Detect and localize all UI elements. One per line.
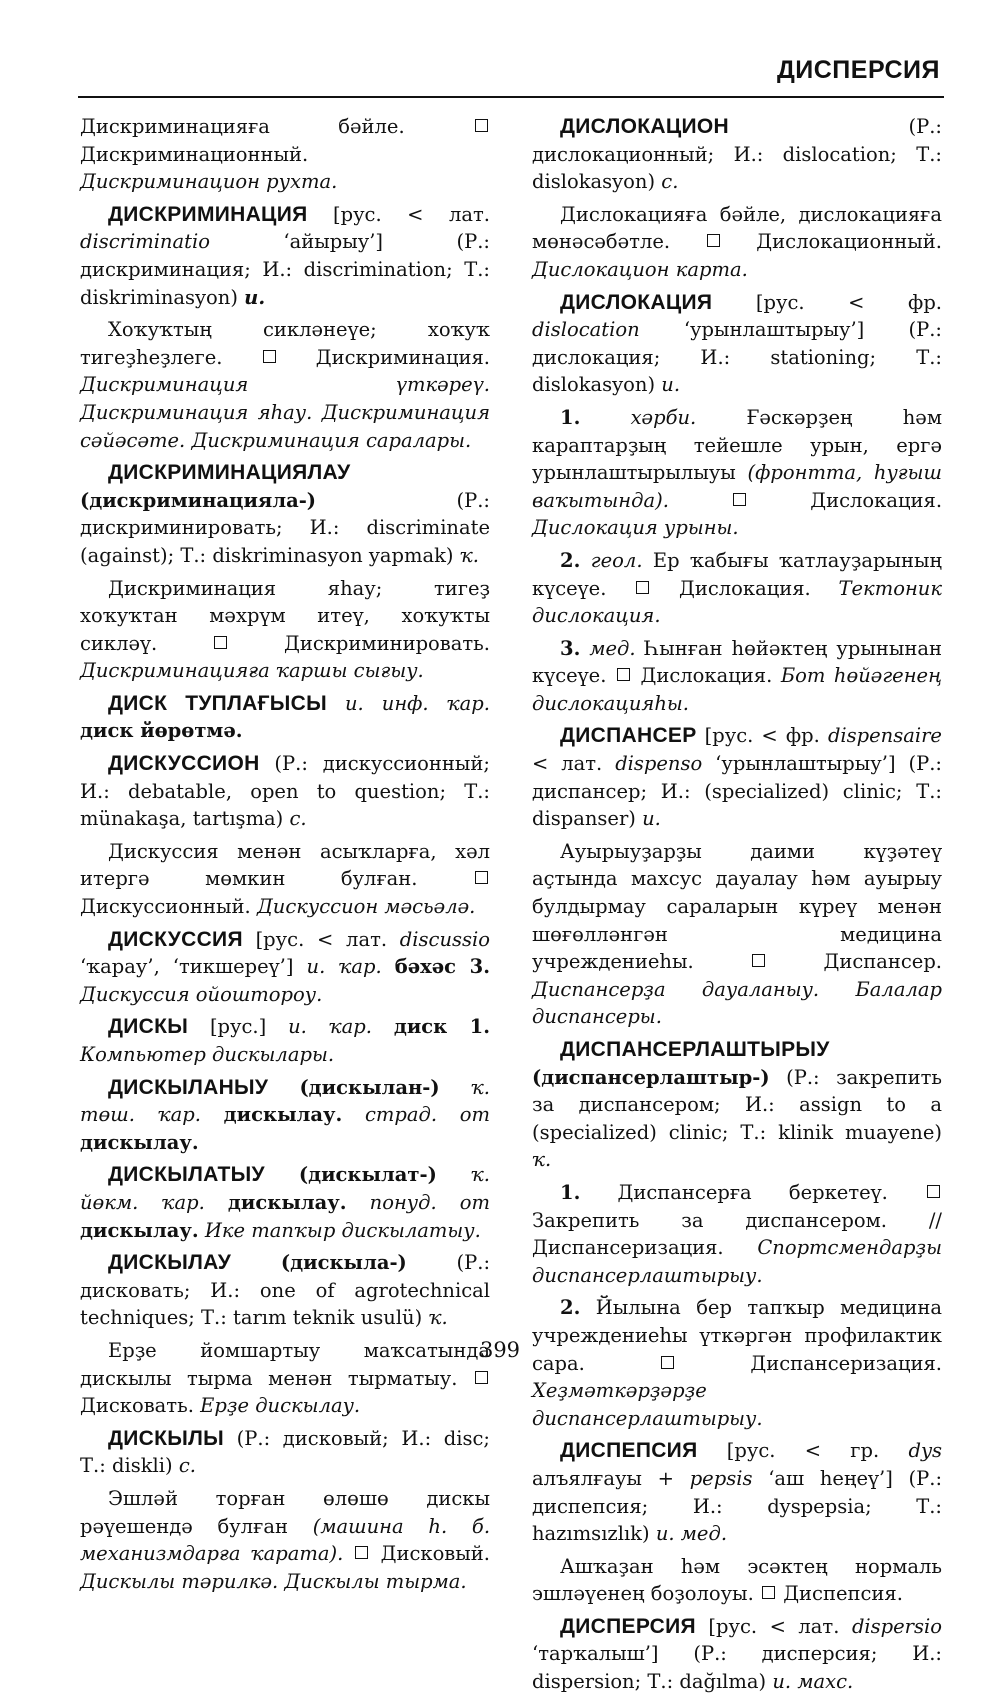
entry-dislokaciya: ДИСЛОКАЦИЯ [рус. < фр. dislocation ‘урынлаштырыу’] (Р.: дислокация; И.: stationing; Т.: dislokasyon) и. [532,290,942,397]
entry-diskriminaciyalau: ДИСКРИМИНАЦИЯЛАУ (дискриминацияла-) (Р.: дискриминировать; И.: discriminate (against); Т.: diskriminasyon yapmak) ҡ. [80,461,490,567]
entry-diskylanyu: ДИСКЫЛАНЫУ (дискылан-) ҡ. төш. ҡар. дискылау. страд. от дискылау. [80,1075,490,1154]
entry-dispanserlashtyryu: ДИСПАНСЕРЛАШТЫРЫУ (диспансерлаштыр-) (Р.: закрепить за диспансером; И.: assign to a (specialized) clinic; Т.: klinik muayene) ҡ. [532,1038,942,1172]
entry-diskussiya: ДИСКУССИЯ [рус. < лат. discussio ‘ҡарау’, ‘тикшереү’] и. ҡар. бәхәс 3. Дискуссия ойоштороу. [80,927,490,1006]
headword: ДИСКЫ [108,1015,189,1039]
headword: ДИСЛОКАЦИОН [560,115,729,138]
definition: Ерҙе йомшартыу маҡсатында дискылы тырма менән тырматыу. Дисковать. Ерҙе дискылау. [80,1338,490,1418]
definition: Ауырыуҙарҙы даими күҙәтеү аҫтында махсус дауалау һәм ауырыу булдырмау сараларын күреү менән шөғөлләнгән медицина учреждениеһы. Диспансер. Диспансерҙа дауаланыу. Балалар диспансеры. [532,839,943,1029]
sense-2: 2. Йылына бер тапҡыр медицина учреждениеһы үткәргән профилактик сара. Диспансеризация. Хеҙмәткәрҙәрҙе диспансерлаштырыу. [532,1296,942,1430]
square-marker-icon [263,350,276,363]
square-marker-icon [636,581,649,594]
headword: ДИСКРИМИНАЦИЯ [108,202,308,226]
square-marker-icon [762,1586,775,1599]
entry-dispersiya: ДИСПЕРСИЯ [рус. < лат. dispersio ‘тарҡалыш’] (Р.: дисперсия; И.: dispersion; Т.: dağılma) и. махс. [532,1614,942,1694]
entry-dislokacion: ДИСЛОКАЦИОН (Р.: дислокационный; И.: dislocation; Т.: dislokasyon) с. [532,115,942,194]
headword: ДИСКЫЛАУ [108,1251,232,1275]
definition: Дискриминация яһау; тигеҙ хоҡуҡтан мәхрүм итеү, хоҡуҡты сикләү. Дискриминировать. Дискриминацияға ҡаршы сығыу. [80,576,490,683]
headword: ДИСКЫЛАНЫУ [108,1075,269,1099]
headword: ДИСКУССИЯ [108,927,243,951]
entry-disk-tuplagysy: ДИСК ТУПЛАҒЫСЫ и. инф. ҡар. диск йөрөтмә. [80,691,490,743]
left-column [80,113,490,1600]
definition: Дискуссия менән асыҡларға, хәл итергә мөмкин булған. Дискуссионный. Дискуссион мәсьәлә. [80,839,490,919]
headword: ДИСК ТУПЛАҒЫСЫ [108,691,327,715]
headword: ДИСПЕРСИЯ [560,1614,696,1638]
definition: Хоҡуҡтың сикләнеүе; хоҡуҡ тигеҙһеҙлеге. Дискриминация. Дискриминация үткәреү. Дискриминация яһау. Дискриминация сәйәсәте. Дискриминация саралары. [80,318,490,452]
square-marker-icon [355,1546,368,1559]
entry-continuation: Дискриминацияға бәйле. Дискриминационный. Дискриминацион рухта. [80,113,490,196]
square-marker-icon [927,1185,940,1198]
sense-1: 1. Диспансерға беркетеү. Закрепить за диспансером. // Диспансеризация. Спортсмендарҙы диспансерлаштырыу. [532,1180,942,1287]
square-marker-icon [475,1371,488,1384]
square-marker-icon [475,871,488,884]
definition: Ашҡаҙан һәм эсәктең нормаль эшләүенең боҙолоуы. Диспепсия. [532,1554,942,1606]
headword: ДИСПАНСЕР [560,724,697,748]
headword: ДИСПАНСЕРЛАШТЫРЫУ [560,1038,830,1061]
square-marker-icon [707,234,720,247]
page-number: 399 [479,1338,521,1362]
entry-diskyly: ДИСКЫЛЫ (Р.: дисковый; И.: disc; Т.: diskli) с. [80,1426,491,1478]
square-marker-icon [752,954,765,967]
headword: ДИСКЫЛЫ [108,1426,224,1450]
square-marker-icon [214,636,227,649]
headword: ДИСКЫЛАТЫУ [108,1163,265,1187]
headword: ДИСКУССИОН [108,752,260,776]
entry-dispepsiya: ДИСПЕПСИЯ [рус. < гр. dys алъялғауы + pepsis ‘аш һеңеү’] (Р.: диспепсия; И.: dyspepsia; Т.: hazımsızlık) и. мед. [532,1439,943,1546]
definition: Дислокацияға бәйле, дислокацияға мөнәсәбәтле. Дислокационный. Дислокацион карта. [532,202,942,281]
headword: ДИСЛОКАЦИЯ [560,290,713,314]
sense-1: 1. хәрби. Ғәскәрҙең һәм караптарҙың тейешле урын, ергә урынлаштырылыуы (фронтта, һуғыш ваҡытында). Дислокация. Дислокация урыны. [532,405,943,540]
right-column [532,113,942,1701]
header-rule [78,96,944,98]
entry-dispanser: ДИСПАНСЕР [рус. < фр. dispensaire < лат. dispenso ‘урынлаштырыу’] (Р.: диспансер; И.: (specialized) clinic; Т.: dispanser) и. [532,724,942,831]
square-marker-icon [733,493,746,506]
square-marker-icon [475,119,488,132]
entry-diskriminaciya: ДИСКРИМИНАЦИЯ [рус. < лат. discriminatio ‘айырыу’] (Р.: дискриминация; И.: discrimination; Т.: diskriminasyon) и. [80,202,490,309]
entry-disky: ДИСКЫ [рус.] и. ҡар. диск 1. Компьютер дискылары. [80,1015,491,1066]
entry-diskylau: ДИСКЫЛАУ (дискыла-) (Р.: дисковать; И.: one of agrotechnical techniques; Т.: tarım teknik usulü) ҡ. [80,1251,491,1330]
square-marker-icon [617,668,630,681]
entry-diskussion: ДИСКУССИОН (Р.: дискуссионный; И.: debatable, open to question; Т.: münakaşa, tartışma) с. [80,752,490,831]
sense-2: 2. геол. Ер ҡабығы ҡатлауҙарының күсеүе. Дислокация. Тектоник дислокация. [532,548,943,628]
sense-3: 3. мед. Һынған һөйәктең урынынан күсеүе. Дислокация. Бот һөйәгенең дислокацияһы. [532,636,942,715]
definition: Эшләй торған өлөшө дискы рәүешендә булған (машина һ. б. механизмдарға ҡарата). Дисковый. Дискылы тәрилкә. Дискылы тырма. [80,1486,491,1593]
running-head: ДИСПЕРСИЯ [776,56,940,84]
headword: ДИСКРИМИНАЦИЯЛАУ [108,461,351,485]
headword: ДИСПЕПСИЯ [560,1439,698,1463]
entry-diskylatyu: ДИСКЫЛАТЫУ (дискылат-) ҡ. йөкм. ҡар. дискылау. понуд. от дискылау. Ике тапҡыр дискылатыу. [80,1163,491,1242]
